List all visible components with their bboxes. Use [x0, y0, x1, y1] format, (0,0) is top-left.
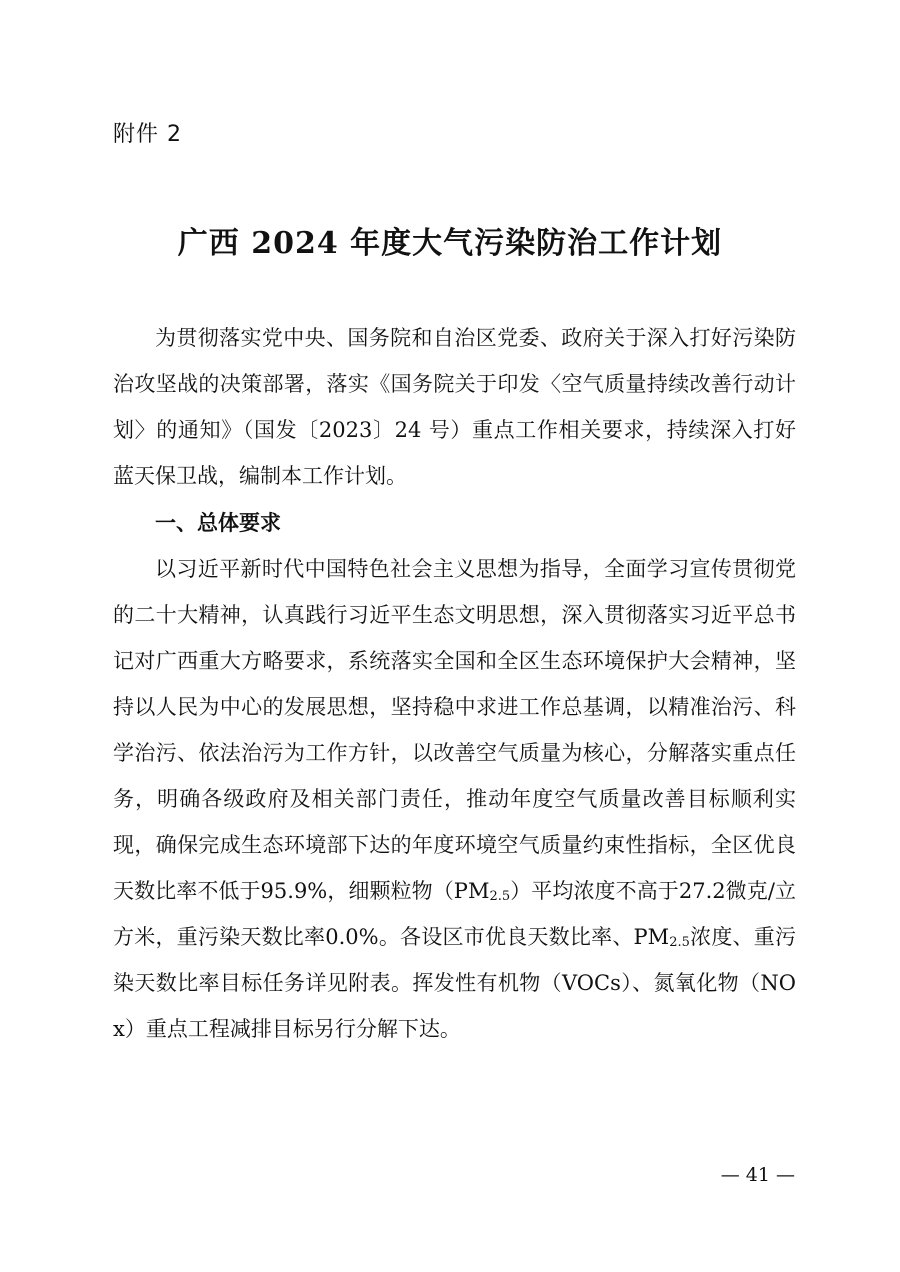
general-requirements-paragraph — [113, 546, 796, 1052]
page-number: — 41 — — [720, 1164, 795, 1186]
section-heading-general-requirements: 一、总体要求 — [155, 511, 281, 535]
document-title: 广西 2024 年度大气污染防治工作计划 — [177, 226, 723, 261]
intro-paragraph: 为贯彻落实党中央、国务院和自治区党委、政府关于深入打好污染防治攻坚战的决策部署，落实《国务院关于印发〈空气质量持续改善行动计划〉的通知》（国发〔2023〕24 号）重点工作相关要求，持续深入打好蓝天保卫战，编制本工作计划。 — [113, 326, 796, 488]
paragraph-text-part-1: 以习近平新时代中国特色社会主义思想为指导，全面学习宣传贯彻党的二十大精神，认真践行习近平生态文明思想，深入贯彻落实习近平总书记对广西重大方略要求，系统落实全国和全区生态环境保护大会精神，坚持以人民为中心的发展思想，坚持稳中求进工作总基调，以精准治污、科学治污、依法治污为工作方针，以改善空气质量为核心，分解落实重点任务，明确各级政府及相关部门责任，推动年度空气质量改善目标顺利实现，确保完成生态环境部下达的年度环境空气质量约束性指标，全区优良天数比率不低于95.9%，细颗粒物（PM — [113, 557, 796, 903]
pm-subscript-2: 2.5 — [669, 935, 690, 950]
pm-subscript-1: 2.5 — [489, 889, 511, 904]
attachment-label: 附件 2 — [113, 122, 182, 147]
paragraph-text-part-3: 浓度、重污染天数比率目标任务详见附表。挥发性有机物（VOCs）、氮氧化物（NOx）重点工程减排目标另行分解下达。 — [113, 925, 797, 1041]
paragraph-text-part-2: ）平均浓度不高于27.2微克/立方米，重污染天数比率0.0%。各设区市优良天数比率、PM — [113, 879, 796, 949]
